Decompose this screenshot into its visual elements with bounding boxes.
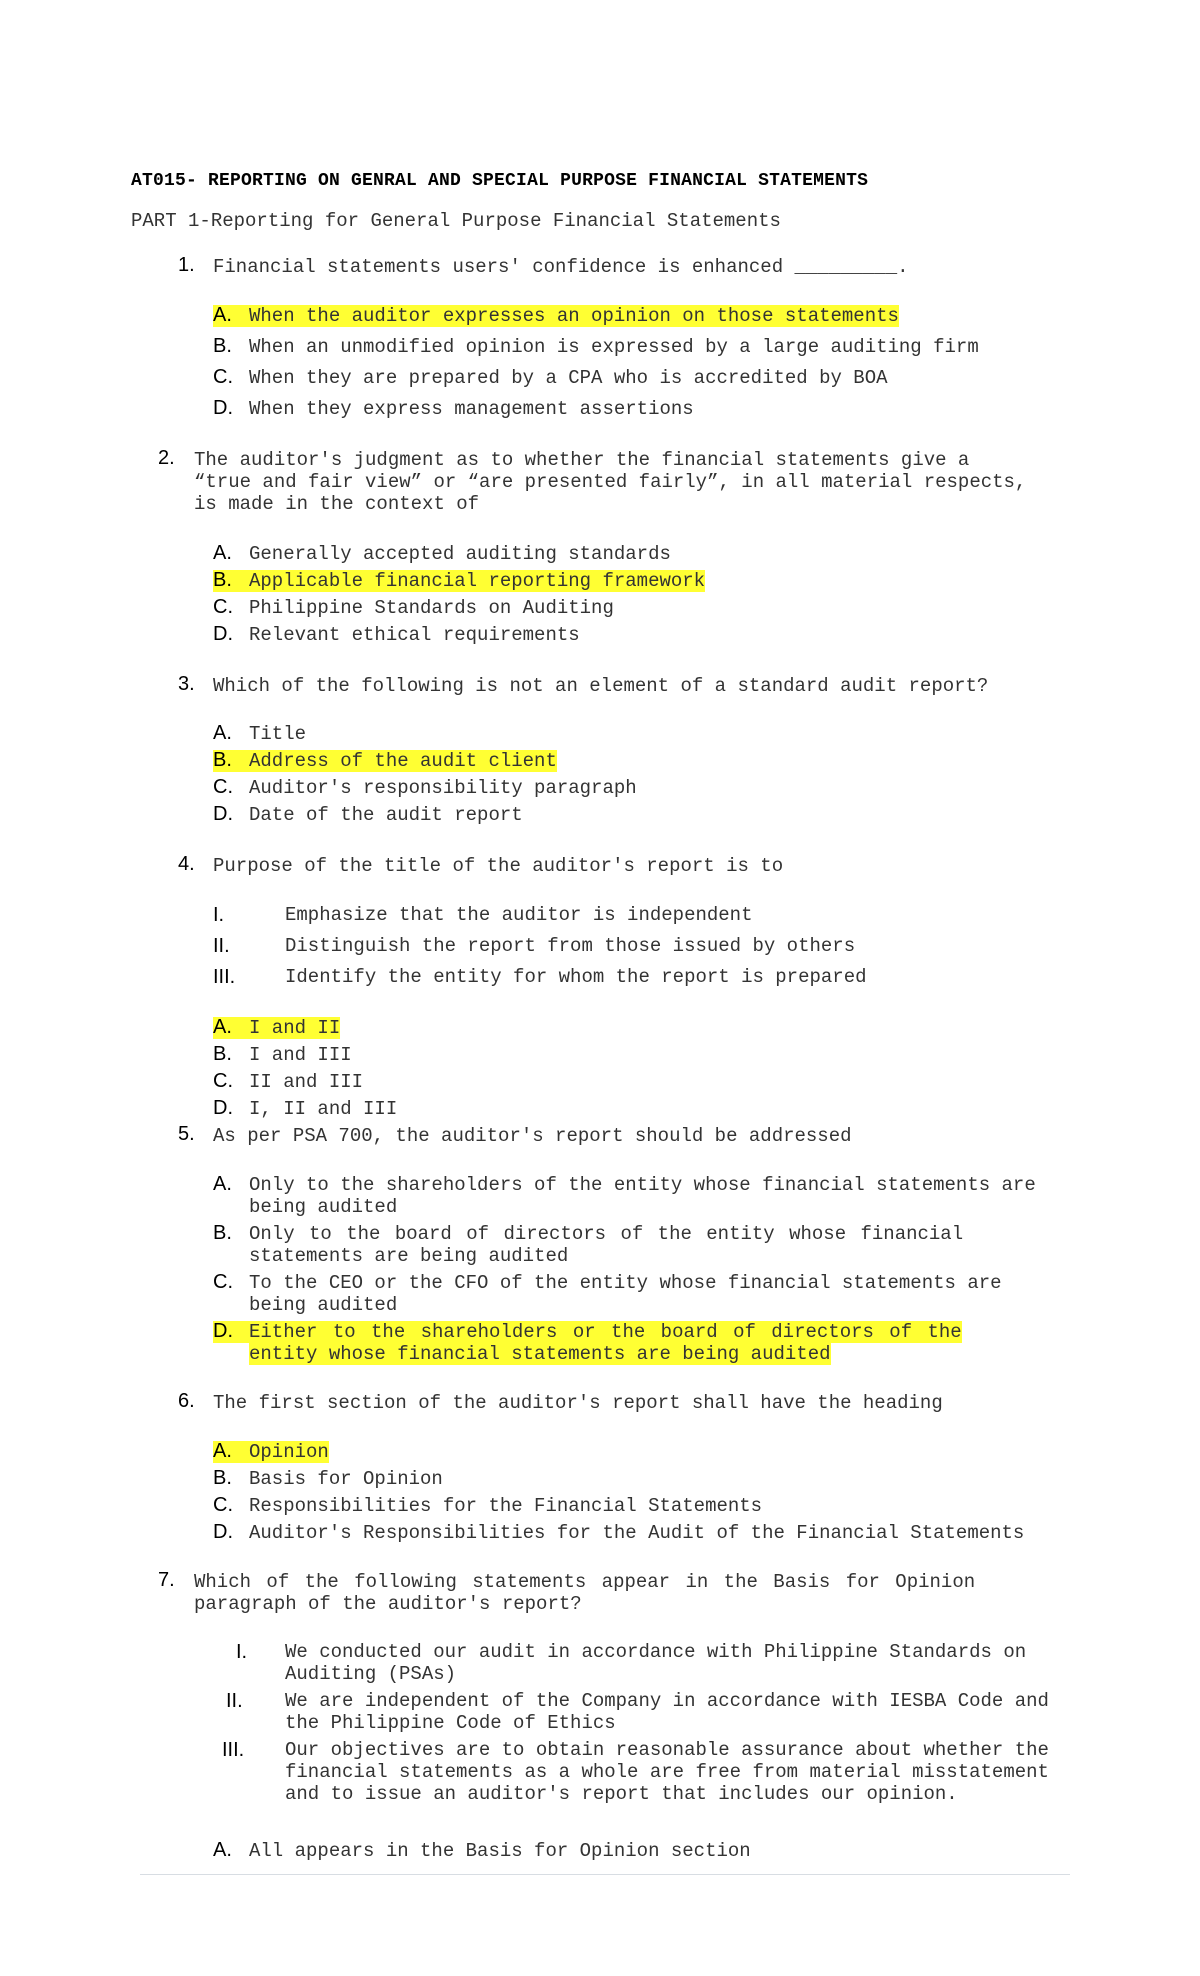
- roman-text-line: and to issue an auditor's report that includes our opinion.: [285, 1783, 958, 1805]
- question-number: 6.: [178, 1390, 195, 1412]
- option-text: When they express management assertions: [249, 398, 694, 420]
- option-text: I and III: [249, 1044, 352, 1066]
- option-text-line: entity whose financial statements are being audited: [249, 1343, 831, 1365]
- option-a: [213, 542, 671, 565]
- question-text-line: is made in the context of: [194, 493, 480, 515]
- option-letter: D.: [213, 1097, 233, 1119]
- option-text: I and II: [249, 1017, 341, 1039]
- roman-numeral: III.: [222, 1739, 245, 1761]
- option-text: Address of the audit client: [249, 750, 557, 772]
- option-c: [213, 596, 614, 619]
- question-text-line: paragraph of the auditor's report?: [194, 1593, 582, 1615]
- part-title: PART 1-Reporting for General Purpose Financial Statements: [131, 210, 781, 232]
- option-letter: C.: [213, 1271, 233, 1293]
- question-number: 5.: [178, 1123, 195, 1145]
- option-b: [213, 335, 979, 358]
- question-text: Financial statements users' confidence is enhanced _________.: [213, 256, 909, 278]
- option-d: [213, 1521, 1024, 1544]
- option-text: Philippine Standards on Auditing: [249, 597, 614, 619]
- option-text: When the auditor expresses an opinion on those statements: [249, 305, 899, 327]
- option-text-line: Either to the shareholders or the board of directors of the: [249, 1321, 962, 1343]
- option-letter: D.: [213, 397, 233, 419]
- option-letter: D.: [213, 623, 233, 645]
- option-c: [213, 366, 888, 389]
- option-letter: A.: [213, 542, 232, 564]
- option-letter: A.: [213, 722, 232, 744]
- roman-text-line: We conducted our audit in accordance with Philippine Standards on: [285, 1641, 1027, 1663]
- option-text: Auditor's Responsibilities for the Audit of the Financial Statements: [249, 1522, 1025, 1544]
- option-c: [213, 1271, 1002, 1316]
- roman-numeral: I.: [213, 904, 225, 926]
- option-text: When an unmodified opinion is expressed by a large auditing firm: [249, 336, 979, 358]
- option-letter: A.: [213, 1016, 232, 1038]
- option-letter: A.: [213, 1440, 232, 1462]
- option-letter: C.: [213, 776, 233, 798]
- question-text: As per PSA 700, the auditor's report should be addressed: [213, 1125, 852, 1147]
- option-letter: D.: [213, 1320, 233, 1342]
- option-letter: C.: [213, 596, 233, 618]
- option-b: [213, 1467, 443, 1490]
- option-d: [213, 623, 580, 646]
- option-text: Basis for Opinion: [249, 1468, 443, 1490]
- roman-text: Distinguish the report from those issued by others: [285, 935, 856, 957]
- option-d: [213, 803, 523, 826]
- option-a: [213, 1839, 751, 1862]
- page-divider: [140, 1874, 1070, 1875]
- option-a: [213, 1016, 340, 1039]
- option-b: [213, 749, 557, 772]
- option-b: [213, 569, 705, 592]
- option-a: [213, 1440, 329, 1463]
- question-text-line: The auditor's judgment as to whether the financial statements give a: [194, 449, 970, 471]
- option-letter: D.: [213, 1521, 233, 1543]
- option-letter: C.: [213, 1494, 233, 1516]
- option-d: [213, 1097, 397, 1120]
- question-text-line: Which of the following statements appear in the Basis for Opinion: [194, 1571, 976, 1593]
- option-b: [213, 1222, 963, 1267]
- option-c: [213, 1070, 363, 1093]
- question-number: 7.: [158, 1569, 175, 1591]
- option-d: [213, 397, 694, 420]
- option-text: II and III: [249, 1071, 364, 1093]
- roman-text-line: We are independent of the Company in accordance with IESBA Code and: [285, 1690, 1049, 1712]
- roman-text: Emphasize that the auditor is independent: [285, 904, 753, 926]
- option-text-line: statements are being audited: [249, 1245, 569, 1267]
- roman-numeral: II.: [226, 1690, 243, 1712]
- option-d: [213, 1320, 962, 1365]
- option-text: Opinion: [249, 1441, 329, 1463]
- option-text: Auditor's responsibility paragraph: [249, 777, 637, 799]
- roman-text-line: the Philippine Code of Ethics: [285, 1712, 616, 1734]
- option-text: Applicable financial reporting framework: [249, 570, 706, 592]
- option-letter: B.: [213, 1467, 232, 1489]
- question-text: Purpose of the title of the auditor's report is to: [213, 855, 784, 877]
- roman-numeral: II.: [213, 935, 230, 957]
- option-text: Title: [249, 723, 307, 745]
- roman-numeral: I.: [236, 1641, 248, 1663]
- option-letter: A.: [213, 1839, 232, 1861]
- roman-text: Identify the entity for whom the report is prepared: [285, 966, 867, 988]
- option-letter: C.: [213, 366, 233, 388]
- option-text: When they are prepared by a CPA who is accredited by BOA: [249, 367, 888, 389]
- option-text: Generally accepted auditing standards: [249, 543, 671, 565]
- question-number: 1.: [178, 254, 195, 276]
- option-text: Date of the audit report: [249, 804, 523, 826]
- option-letter: A.: [213, 304, 232, 326]
- roman-text-line: Our objectives are to obtain reasonable assurance about whether the: [285, 1739, 1049, 1761]
- option-letter: C.: [213, 1070, 233, 1092]
- option-a: [213, 1173, 1036, 1218]
- option-letter: B.: [213, 749, 232, 771]
- option-text-line: Only to the shareholders of the entity whose financial statements are: [249, 1174, 1036, 1196]
- question-number: 3.: [178, 673, 195, 695]
- option-letter: B.: [213, 1043, 232, 1065]
- document-title: AT015- REPORTING ON GENRAL AND SPECIAL PURPOSE FINANCIAL STATEMENTS: [131, 171, 869, 191]
- question-number: 2.: [158, 447, 175, 469]
- roman-text-line: financial statements as a whole are free from material misstatement: [285, 1761, 1049, 1783]
- question-text-line: “true and fair view” or “are presented fairly”, in all material respects,: [194, 471, 1027, 493]
- roman-text-line: Auditing (PSAs): [285, 1663, 457, 1685]
- option-text: All appears in the Basis for Opinion section: [249, 1840, 751, 1862]
- option-text: Relevant ethical requirements: [249, 624, 580, 646]
- option-b: [213, 1043, 352, 1066]
- option-text: Responsibilities for the Financial Statements: [249, 1495, 763, 1517]
- option-letter: B.: [213, 335, 232, 357]
- roman-numeral: III.: [213, 966, 236, 988]
- option-letter: D.: [213, 803, 233, 825]
- option-a: [213, 722, 306, 745]
- option-text-line: Only to the board of directors of the entity whose financial: [249, 1223, 964, 1245]
- question-text: Which of the following is not an element of a standard audit report?: [213, 675, 989, 697]
- option-text-line: being audited: [249, 1196, 398, 1218]
- question-text: The first section of the auditor's report shall have the heading: [213, 1392, 943, 1414]
- option-a: [213, 304, 899, 327]
- option-c: [213, 1494, 762, 1517]
- option-letter: A.: [213, 1173, 232, 1195]
- option-letter: B.: [213, 1222, 232, 1244]
- option-text: I, II and III: [249, 1098, 398, 1120]
- option-c: [213, 776, 637, 799]
- option-text-line: being audited: [249, 1294, 398, 1316]
- question-number: 4.: [178, 853, 195, 875]
- option-letter: B.: [213, 569, 232, 591]
- option-text-line: To the CEO or the CFO of the entity whose financial statements are: [249, 1272, 1002, 1294]
